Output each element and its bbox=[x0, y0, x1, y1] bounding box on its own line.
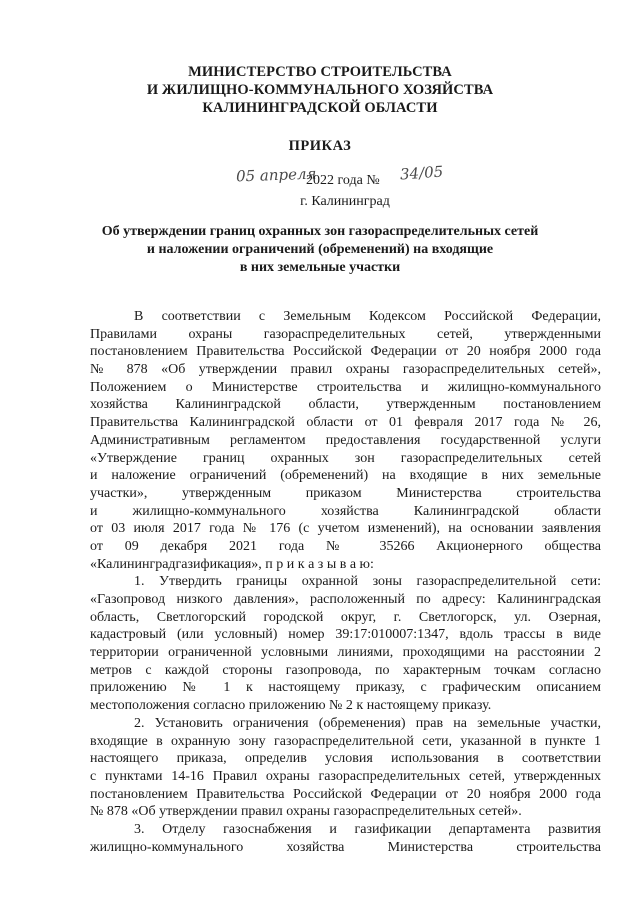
body-line: участки», утвержденным приказом Министерства строительства bbox=[90, 485, 601, 501]
body-line: местоположения согласно приложению № 2 к настоящему приказу. bbox=[90, 698, 492, 714]
body-line: от 09 декабря 2021 года № 35266 Акционерного общества bbox=[90, 538, 601, 554]
body-line: жилищно-коммунального хозяйства Министерства строительства bbox=[90, 839, 601, 855]
handwritten-number: 34/05 bbox=[399, 162, 444, 184]
body-line: и наложение ограничений (обременений) на входящие в них земельные bbox=[90, 468, 601, 484]
body-line: постановлением Правительства Российской Федерации от 20 ноября 2000 года bbox=[90, 786, 601, 802]
body-line: и жилищно-коммунального хозяйства Калининградской области bbox=[90, 503, 601, 519]
body-line: «Газопровод низкого давления», расположенный по адресу: Калининградская bbox=[90, 592, 601, 607]
subject-line-3: в них земельные участки bbox=[239, 260, 401, 275]
body-line: метров с каждой стороны газопровода, по характерным точкам согласно bbox=[90, 662, 601, 678]
body-line: от 03 июля 2017 года № 176 (с учетом изменений), на основании заявления bbox=[90, 521, 601, 537]
body-line: кадастровый (или условный) номер 39:17:010007:1347, вдоль трассы в виде bbox=[90, 627, 601, 643]
body-line: входящие в охранную зону газораспределительной сети, указанной в пункте 1 bbox=[90, 733, 601, 749]
body-line: № 878 «Об утверждении правил охраны газораспределительных сетей». bbox=[90, 804, 522, 820]
city-line: г. Калининград bbox=[300, 194, 390, 209]
ministry-line-2: И ЖИЛИЩНО-КОММУНАЛЬНОГО ХОЗЯЙСТВА bbox=[146, 82, 494, 98]
subject-line-2: и наложении ограничений (обременений) на входящие bbox=[146, 242, 494, 257]
ministry-line-1: МИНИСТЕРСТВО СТРОИТЕЛЬСТВА bbox=[188, 64, 452, 80]
printed-date: 2022 года № bbox=[306, 173, 380, 188]
body-line: постановлением Правительства Российской Федерации от 20 ноября 2000 года bbox=[90, 344, 601, 360]
body-line: Правилами охраны газораспределительных сетей, утвержденными bbox=[90, 326, 601, 342]
body-line: территории ограниченной условными линиями, проходящими на расстоянии 2 bbox=[90, 645, 601, 661]
ministry-line-3: КАЛИНИНГРАДСКОЙ ОБЛАСТИ bbox=[202, 100, 438, 116]
order-subject bbox=[0, 223, 640, 277]
ministry-header bbox=[0, 63, 640, 117]
body-line: «Калининградгазификация», п р и к а з ы в а ю: bbox=[90, 556, 374, 572]
body-line: настоящего приказа, определив условия использования в соответствии bbox=[90, 751, 601, 767]
body-line: хозяйства Калининградской области, утвержденным постановлением bbox=[90, 397, 601, 413]
body-line: 1. Утвердить границы охранной зоны газораспределительной сети: bbox=[134, 574, 601, 590]
subject-line-1: Об утверждении границ охранных зон газораспределительных сетей bbox=[101, 224, 539, 239]
body-line: 3. Отделу газоснабжения и газификации департамента развития bbox=[134, 821, 601, 837]
body-line: приложению № 1 к настоящему приказу, с графическим описанием bbox=[90, 680, 601, 696]
order-body bbox=[90, 308, 601, 856]
order-title: ПРИКАЗ bbox=[288, 138, 352, 154]
body-line: с пунктами 14-16 Правил охраны газораспределительных сетей, утвержденных bbox=[90, 768, 601, 784]
body-line: Положением о Министерстве строительства и жилищно-коммунального bbox=[90, 379, 601, 395]
body-line: В соответствии с Земельным Кодексом Российской Федерации, bbox=[134, 309, 601, 324]
body-line: № 878 «Об утверждении правил охраны газораспределительных сетей», bbox=[90, 362, 601, 378]
body-line: 2. Установить ограничения (обременения) прав на земельные участки, bbox=[134, 715, 601, 731]
body-line: «Утверждение границ охранных зон газораспределительных сетей bbox=[90, 450, 601, 466]
body-line: область, Светлогорский городской округ, г. Светлогорск, ул. Озерная, bbox=[90, 609, 601, 625]
handwritten-date: 05 апреля bbox=[235, 164, 317, 186]
body-line: Правительства Калининградской области от 01 февраля 2017 года № 26, bbox=[90, 415, 601, 431]
body-line: Административным регламентом предоставления государственной услуги bbox=[90, 432, 601, 448]
